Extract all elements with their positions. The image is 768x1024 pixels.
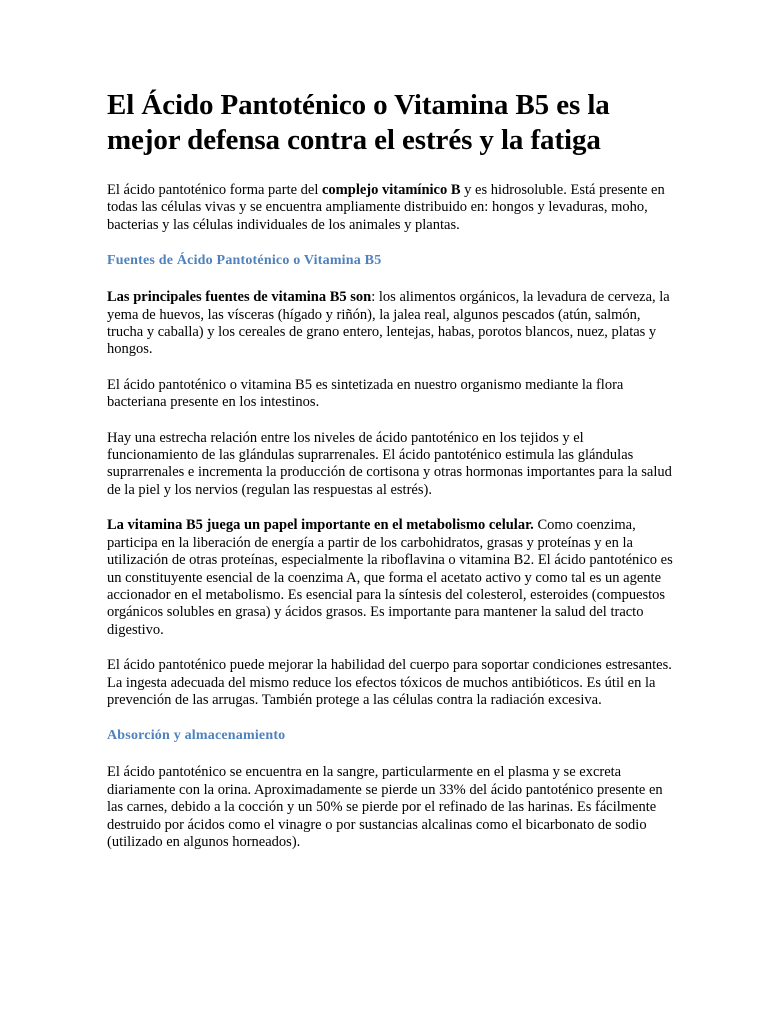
adrenal-paragraph: Hay una estrecha relación entre los niveles de ácido pantoténico en los tejidos y el funcionamiento de las glándulas suprarrenales. El ácido pantoténico estimula las glándulas suprarrenales e incrementa la producción de cortisona y otras hormonas importantes para la salud de la piel y los nervios (regulan las respuestas al estrés). (107, 429, 672, 498)
metabolism-text: Como coenzima, participa en la liberación de energía a partir de los carbohidratos, grasas y proteínas y en la utilización de otras proteínas, especialmente la riboflavina o vitamina B2. El ácido pantoténico es un constituyente esencial de la coenzima A, que forma el acetato activo y como tal es un agente accionador en el metabolismo. Es esencial para la síntesis del colesterol, esteroides (compuestos orgánicos solubles en grasa) y ácidos grasos. Es importante para mantener la salud del tracto digestivo. (107, 517, 673, 638)
absorption-paragraph: El ácido pantoténico se encuentra en la sangre, particularmente en el plasma y se excreta diariamente con la orina. Aproximadamente se pierde un 33% del ácido pantoténico presente en las carnes, debido a la cocción y un 50% se pierde por el refinado de las harinas. Es fácilmente destruido por ácidos como el vinagre o por sustancias alcalinas como el bicarbonato de sodio (utilizado en algunos horneados). (107, 764, 663, 850)
sources-text: : los alimentos orgánicos, la levadura de cerveza, la yema de huevos, las vísceras (hígado y riñón), la jalea real, algunos pescados (atún, salmón, trucha y caballa) y los cereales de grano entero, lentejas, habas, porotos blancos, nuez, platas y hongos. (107, 289, 670, 358)
stress-paragraph: El ácido pantoténico puede mejorar la habilidad del cuerpo para soportar condiciones estresantes. La ingesta adecuada del mismo reduce los efectos tóxicos de muchos antibióticos. Es útil en la prevención de las arrugas. También protege a las células contra la radiación excesiva. (107, 657, 672, 708)
intro-text-start: El ácido pantoténico forma parte del (107, 182, 322, 198)
sources-bold-lead: Las principales fuentes de vitamina B5 son (107, 289, 372, 306)
section-heading-fuentes: Fuentes de Ácido Pantoténico o Vitamina B5 (107, 253, 382, 269)
intro-bold-term: complejo vitamínico B (322, 182, 461, 198)
metabolism-paragraph (107, 517, 676, 639)
metabolism-bold-lead: La vitamina B5 juega un papel importante en el metabolismo celular. (107, 517, 534, 534)
page-title: El Ácido Pantoténico o Vitamina B5 es la mejor defensa contra el estrés y la fatiga (107, 89, 610, 156)
synthesis-paragraph: El ácido pantoténico o vitamina B5 es sintetizada en nuestro organismo mediante la flora bacteriana presente en los intestinos. (107, 376, 624, 411)
section-heading-absorcion: Absorción y almacenamiento (107, 728, 286, 744)
intro-paragraph (107, 182, 676, 234)
sources-paragraph (107, 289, 676, 359)
intro-text-end: y es hidrosoluble. Está presente en todas las células vivas y se encuentra ampliamente distribuido en: hongos y levaduras, moho, bacterias y las células individuales de los animales y plantas. (107, 182, 665, 233)
